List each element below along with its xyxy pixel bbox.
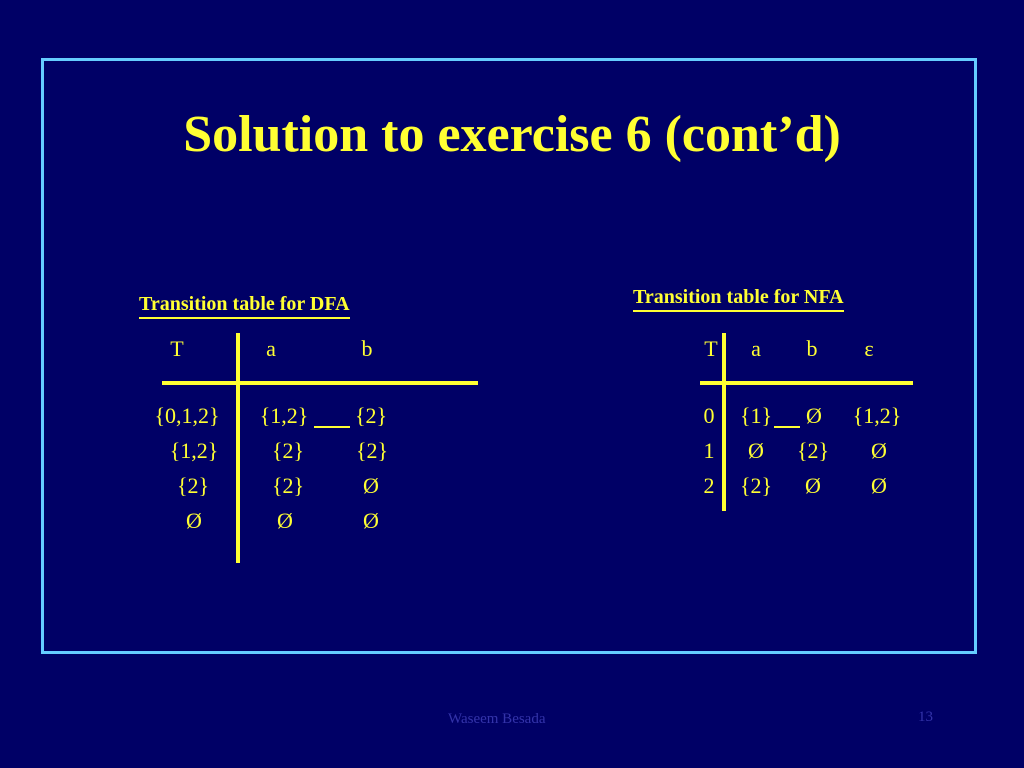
nfa-table-caption: Transition table for NFA <box>633 285 844 312</box>
dfa-header-rule <box>162 381 478 385</box>
dfa-cell-r0-underline <box>314 426 350 428</box>
dfa-header-a: a <box>266 336 276 361</box>
nfa-cell-r2-c0: 2 <box>703 473 715 498</box>
nfa-column-rule <box>722 333 726 511</box>
nfa-header-rule <box>700 381 913 385</box>
slide-title: Solution to exercise 6 (cont’d) <box>183 106 841 163</box>
dfa-cell-r1-c1: {2} <box>271 438 305 463</box>
dfa-column-rule <box>236 333 240 563</box>
nfa-cell-r2-c1: {2} <box>739 473 773 498</box>
dfa-cell-r2-c2: Ø <box>363 473 379 498</box>
dfa-cell-r3-c1: Ø <box>277 508 293 533</box>
dfa-cell-r0-c1: {1,2} <box>259 403 309 428</box>
footer-page-number: 13 <box>918 709 933 725</box>
dfa-cell-r0-c2: {2} <box>354 403 388 428</box>
dfa-header-b: b <box>361 336 373 361</box>
nfa-cell-r1-c2: {2} <box>796 438 830 463</box>
nfa-cell-r0-c0: 0 <box>703 403 715 428</box>
nfa-cell-r2-c2: Ø <box>805 473 821 498</box>
nfa-cell-r0-c1: {1} <box>739 403 773 428</box>
dfa-cell-r2-c1: {2} <box>271 473 305 498</box>
dfa-header-t: T <box>170 336 184 361</box>
dfa-cell-r3-c0: Ø <box>186 508 202 533</box>
nfa-cell-r0-c3: {1,2} <box>852 403 902 428</box>
footer-author: Waseem Besada <box>448 711 546 727</box>
dfa-cell-r0-c0: {0,1,2} <box>154 403 220 428</box>
nfa-cell-r1-c0: 1 <box>703 438 715 463</box>
nfa-header-epsilon: ε <box>864 336 874 361</box>
dfa-cell-r1-c2: {2} <box>355 438 389 463</box>
dfa-cell-r2-c0: {2} <box>176 473 210 498</box>
nfa-cell-r1-c1: Ø <box>748 438 764 463</box>
dfa-cell-r3-c2: Ø <box>363 508 379 533</box>
nfa-cell-r0-c2: Ø <box>806 403 822 428</box>
nfa-header-b: b <box>806 336 818 361</box>
nfa-cell-r1-c3: Ø <box>871 438 887 463</box>
nfa-cell-r2-c3: Ø <box>871 473 887 498</box>
nfa-header-a: a <box>751 336 761 361</box>
dfa-cell-r1-c0: {1,2} <box>169 438 219 463</box>
dfa-table-caption: Transition table for DFA <box>139 292 350 319</box>
nfa-cell-r0-underline <box>774 426 800 428</box>
nfa-header-t: T <box>704 336 718 361</box>
